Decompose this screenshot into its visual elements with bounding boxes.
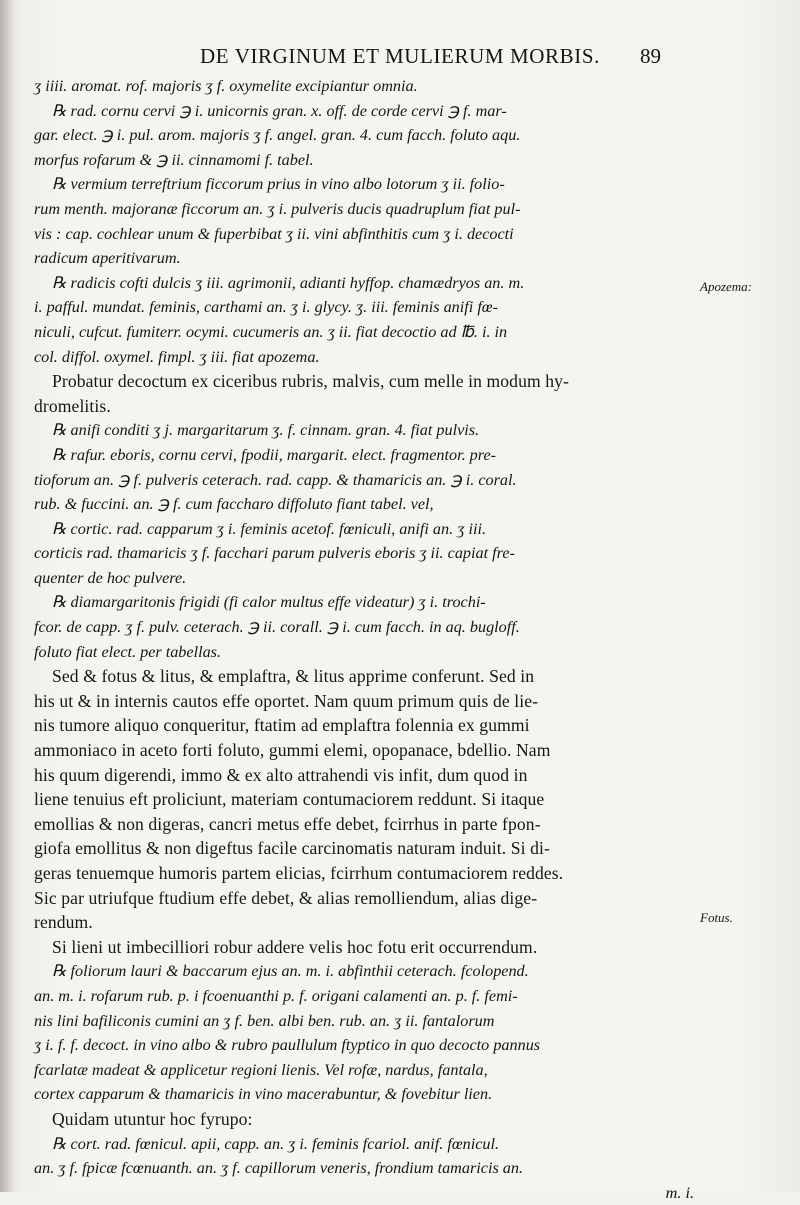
running-header: DE VIRGINUM ET MULIERUM MORBIS. [200,44,600,68]
text-line: his ut & in internis cautos effe oportet. Nam quum primum quis de lie- [34,690,539,711]
text-line: niculi, cufcut. fumiterr. ocymi. cucumeris an. ʒ ii. fiat decoctio ad ℔. i. in [34,322,508,341]
text-line: geras tenuemque humoris partem elicias, fcirrhum contumaciorem reddes. [34,863,564,883]
text-line: ℞ rafur. eboris, cornu cervi, fpodii, margarit. elect. fragmentor. pre- [52,445,497,464]
text-line: Sic par utriufque ftudium effe debet, & alias remolliendum, alias dige- [34,887,538,908]
margin-note-fotus: Fotus. [700,910,733,925]
text-line: nis lini bafiliconis cumini an ʒ f. ben. albi ben. rub. an. ʒ ii. fantalorum [34,1011,495,1030]
page-body-text [34,74,694,1205]
text-line: Quidam utuntur hoc fyrupo: [52,1108,253,1129]
text-line: dromelitis. [34,395,111,416]
text-line: cortex capparum & thamaricis in vino macerabuntur, & fovebitur lien. [34,1085,493,1104]
text-line: rub. & fuccini. an. ℈ f. cum faccharo diffoluto fiant tabel. vel, [34,495,434,514]
text-line: rum menth. majoranæ ficcorum an. ʒ i. pulveris ducis quadruplum fiat pul- [34,199,521,218]
text-line: giofa emollitus & non digeftus facile carcinomatis naturam induit. Si di- [34,838,550,859]
text-line: ℞ vermium terreftrium ficcorum prius in vino albo lotorum ʒ ii. folio- [52,175,505,194]
text-line: Si lieni ut imbecilliori robur addere velis hoc fotu erit occurrendum. [52,936,538,957]
text-line: rendum. [34,912,93,933]
text-line: ℞ radicis cofti dulcis ʒ iii. agrimonii, adianti hyffop. chamædryos an. m. [52,273,525,292]
text-line: tioforum an. ℈ f. pulveris ceterach. rad. capp. & thamaricis an. ℈ i. coral. [34,470,517,489]
text-line: col. diffol. oxymel. fimpl. ʒ iii. fiat apozema. [34,347,320,366]
text-line: Probatur decoctum ex ciceribus rubris, malvis, cum melle in modum hy- [52,371,569,392]
margin-note-apozema: Apozema: [700,279,752,294]
text-line: quenter de hoc pulvere. [34,568,187,587]
text-line: vis : cap. cochlear unum & fuperbibat ʒ ii. vini abfinthitis cum ʒ i. decocti [34,224,514,243]
text-line: ℞ cortic. rad. capparum ʒ i. feminis acetof. fœniculi, anifi an. ʒ iii. [52,519,486,538]
text-line: foluto fiat elect. per tabellas. [34,642,222,661]
text-line: ʒ iiii. aromat. rof. majoris ʒ f. oxymelite excipiantur omnia. [34,77,418,95]
text-line: an. m. i. rofarum rub. p. i fcoenuanthi p. f. origani calamenti an. p. f. femi- [34,986,518,1005]
text-line: ammoniaco in aceto forti foluto, gummi elemi, opopanace, bdellio. Nam [34,740,551,761]
text-line: fcarlatæ madeat & applicetur regioni lienis. Vel rofæ, nardus, fantala, [34,1060,488,1079]
text-line: radicum aperitivarum. [34,249,181,268]
page-gutter-shadow [0,0,14,1192]
text-line: i. pafful. mundat. feminis, carthami an. ʒ i. glycy. ʒ. iii. feminis anifi fœ- [34,298,498,317]
text-line: liene tenuius eft proliciunt, materiam contumaciorem reddunt. Si itaque [34,789,545,810]
text-line: an. ʒ f. fpicæ fcœnuanth. an. ʒ f. capillorum veneris, frondium tamaricis an. [34,1159,524,1178]
text-line: m. i. [665,1183,694,1202]
text-line: fcor. de capp. ʒ f. pulv. ceterach. ℈ ii. corall. ℈ i. cum facch. in aq. bugloff. [34,618,520,637]
text-line: nis tumore aliquo conqueritur, ftatim ad emplaftra folennia ex gummi [34,715,530,736]
page-number: 89 [640,44,661,68]
text-line: ℞ cort. rad. fœnicul. apii, capp. an. ʒ i. feminis fcariol. anif. fœnicul. [52,1134,500,1153]
text-line: gar. elect. ℈ i. pul. arom. majoris ʒ f. angel. gran. 4. cum facch. foluto aqu. [34,126,521,145]
text-line: morfus rofarum & ℈ ii. cinnamomi f. tabel. [34,150,314,169]
text-line: ℞ rad. cornu cervi ℈ i. unicornis gran. x. off. de corde cervi ℈ f. mar- [52,101,507,120]
text-line: Sed & fotus & litus, & emplaftra, & litus apprime conferunt. Sed in [52,666,535,687]
text-line: his quum digerendi, immo & ex alto attrahendi vis infit, dum quod in [34,764,528,785]
text-line: emollias & non digeras, cancri metus effe debet, fcirrhus in parte fpon- [34,813,541,834]
text-line: ℞ anifi conditi ʒ j. margaritarum ʒ. f. cinnam. gran. 4. fiat pulvis. [52,421,480,440]
text-line: corticis rad. thamaricis ʒ f. facchari parum pulveris eboris ʒ ii. capiat fre- [34,544,515,563]
text-line: ℞ foliorum lauri & baccarum ejus an. m. i. abfinthii ceterach. fcolopend. [52,962,529,981]
text-line: ℞ diamargaritonis frigidi (fi calor multus effe videatur) ʒ i. trochi- [52,593,486,612]
text-line: ʒ i. f. f. decoct. in vino albo & rubro paullulum ftyptico in quo decocto pannus [34,1036,541,1055]
